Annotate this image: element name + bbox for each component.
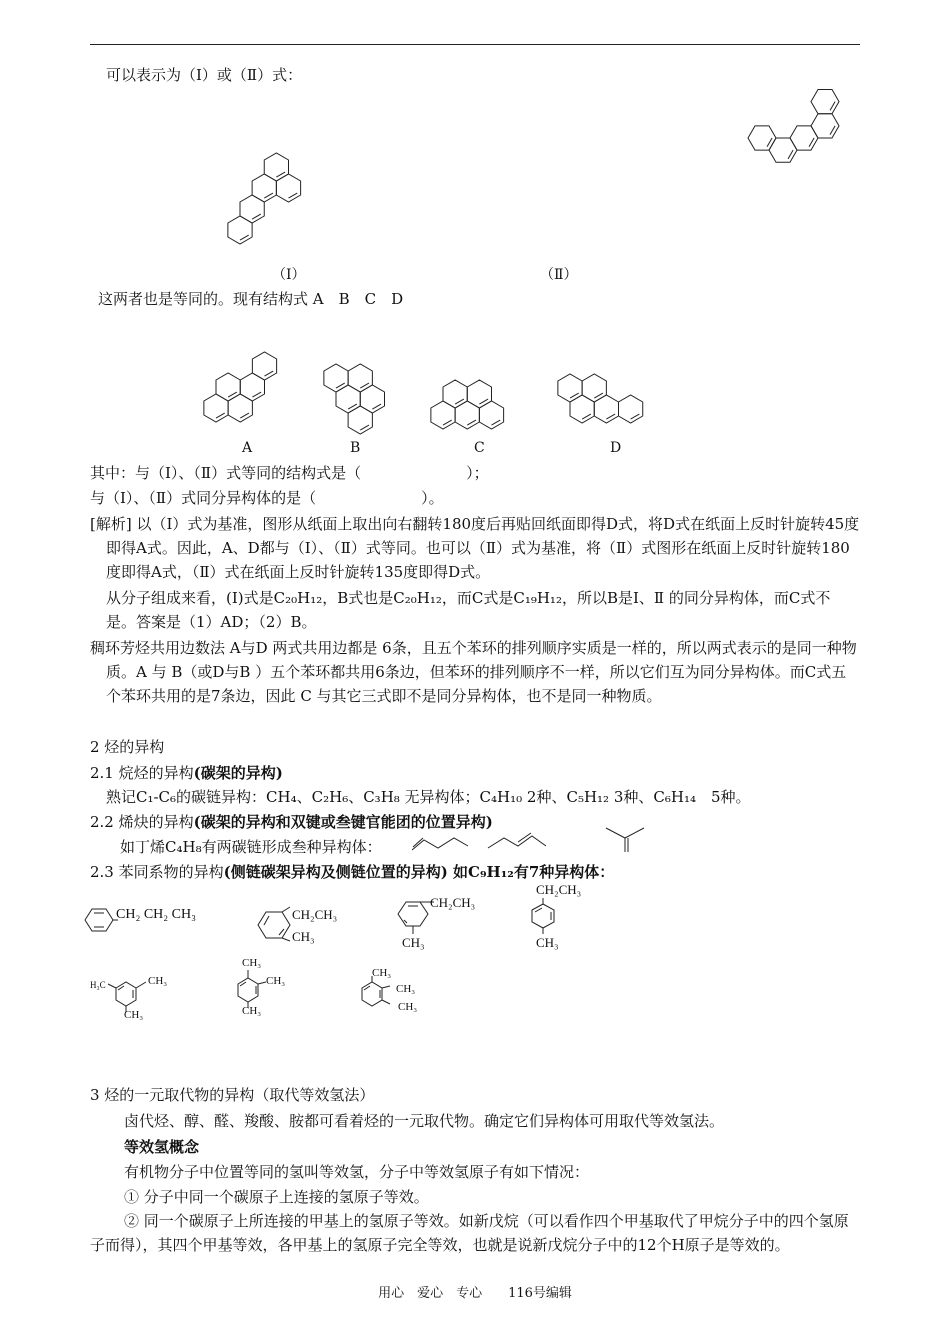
structure-A-diagram — [196, 338, 306, 433]
pseudocumene-methyl-2-text: CH₃ — [266, 975, 286, 987]
section-2-1-heading — [90, 762, 283, 784]
hemimellitene-methyl-1-text: CH₃ — [372, 967, 392, 979]
question-2: 与（Ⅰ）、（Ⅱ）式同分异构体的是（ ）。 — [90, 489, 444, 507]
analysis-paragraph: [解析] 以（Ⅰ）式为基准，图形从纸面上取出向右翻转180度后再贴回纸面即得D式，将D式在纸面上反时针旋转45度即得A式。因此，A、D都与（Ⅰ）、（Ⅱ）式等同。也可以（Ⅱ）式为基准，将（Ⅱ）式图形在纸面上反时针旋转180度即得A式，（Ⅱ）式在纸面上反时针旋转135度即得D式。 — [90, 515, 860, 581]
section-3-para-3: ① 分子中同一个碳原子上连接的氢原子等效。 — [124, 1188, 429, 1206]
hemimellitene-methyl-2-text: CH₃ — [396, 983, 416, 995]
butene-chain-1-diagram — [410, 832, 470, 854]
section-2-2-emphasis: (碳架的异构和双键或叁键官能团的位置异构) — [193, 813, 493, 831]
question-1: 其中：与（Ⅰ）、（Ⅱ）式等同的结构式是（ ）； — [90, 464, 489, 482]
section-3-para-2: 有机物分子中位置等同的氢叫等效氢，分子中等效氢原子有如下情况： — [124, 1163, 590, 1181]
section-2-3-heading — [90, 861, 614, 883]
structure-B-diagram — [318, 350, 398, 435]
section-2-1-emphasis: (碳架的异构) — [193, 764, 283, 782]
pseudocumene-methyl-3-text: CH₃ — [242, 1005, 262, 1017]
pseudocumene-methyl-1-text: CH₃ — [242, 957, 262, 969]
section-2-2-heading — [90, 811, 493, 833]
label-C: C — [474, 440, 485, 456]
section-2-1-title: 2.1 烷烃的异构 — [90, 764, 194, 782]
same-line: 这两者也是等同的。现有结构式 A B C D — [98, 290, 404, 308]
label-B: B — [350, 440, 361, 456]
structure-II-diagram — [740, 80, 870, 170]
structure-C-diagram — [425, 375, 515, 435]
label-D: D — [610, 440, 622, 456]
section-2-2-text: 如丁烯C₄H₈有两碳链形成叁种异构体： — [120, 838, 382, 856]
section-2-3-emphasis: (侧链碳架异构及侧链位置的异构) 如C₉H₁₂有7种异构体： — [223, 863, 615, 881]
propylbenzene-ring — [80, 905, 120, 935]
isobutene-diagram — [600, 824, 650, 854]
structure-D-diagram — [552, 372, 662, 434]
para-methyl-text: CH₃ — [536, 935, 559, 950]
ortho-ethyl-text: CH₂CH₃ — [292, 907, 338, 922]
equivalent-hydrogen-heading: 等效氢概念 — [124, 1138, 200, 1156]
label-structure-II: （Ⅱ） — [540, 267, 578, 283]
ethyltoluene-para-ring — [524, 896, 564, 936]
hemimellitene-methyl-3-text: CH₃ — [398, 1001, 418, 1013]
analysis-paragraph-2: 从分子组成来看，(Ⅰ)式是C₂₀H₁₂，B式也是C₂₀H₁₂，而C式是C₁₉H₁₂，所以B是Ⅰ、Ⅱ 的同分异构体，而C式不是。答案是（1）AD；（2）B。 — [106, 589, 831, 631]
structure-I-diagram — [220, 160, 330, 255]
meta-methyl-text: CH₃ — [402, 935, 425, 950]
section-2-1-text: 熟记C₁-C₆的碳链异构：CH₄、C₂H₆、C₃H₈ 无异构体；C₄H₁₀ 2种、C₅H₁₂ 3种、C₆H₁₄ 5种。 — [106, 788, 751, 806]
section-3-para-4: ② 同一个碳原子上所连接的甲基上的氢原子等效。如新戊烷（可以看作四个甲基取代了甲烷分子中的四个氢原子而得），其四个甲基等效，各甲基上的氢原子完全等效，也就是说新戊烷分子中的12个H原子是等效的。 — [90, 1212, 849, 1254]
section-3-para-1: 卤代烃、醇、醛、羧酸、胺都可看着烃的一元取代物。确定它们异构体可用取代等效氢法。 — [124, 1112, 725, 1130]
meta-ethyl-text: CH₂CH₃ — [430, 895, 476, 910]
mesitylene-h3c-text: H₃C — [90, 980, 106, 990]
para-ethyl-text: CH₂CH₃ — [536, 882, 582, 897]
butene-chain-2-diagram — [486, 830, 548, 852]
header-rule — [90, 44, 860, 45]
page-footer: 用心 爱心 专心 116号编辑 — [378, 1286, 572, 1301]
mesitylene-methyl-1-text: CH₃ — [148, 975, 168, 987]
ortho-methyl-text: CH₃ — [292, 929, 315, 944]
propyl-chain-text: CH₂ CH₂ CH₃ — [116, 907, 196, 922]
section-2-2-title: 2.2 烯炔的异构 — [90, 813, 194, 831]
mesitylene-methyl-2-text: CH₃ — [124, 1009, 144, 1021]
section-2-heading: 2 烃的异构 — [90, 738, 165, 756]
label-A: A — [242, 440, 253, 456]
section-2-3-title: 2.3 苯同系物的异构 — [90, 863, 224, 881]
intro-line: 可以表示为（Ⅰ）或（Ⅱ）式： — [106, 66, 303, 84]
label-structure-I: （Ⅰ） — [272, 267, 306, 283]
fused-ring-paragraph: 稠环芳烃共用边数法 A与D 两式共用边都是 6条，且五个苯环的排列顺序实质是一样的，所以两式表示的是同一种物质。A 与 B（或D与B ）五个苯环都共用6条边，但苯环的排列顺序不一样，所以它们互为同分异构体。而C式五个苯环共用的是7条边，因此 C 与其它三式即不是同分异构体，也不是同一种物质。 — [90, 639, 857, 705]
section-3-heading: 3 烃的一元取代物的异构（取代等效氢法） — [90, 1086, 375, 1104]
